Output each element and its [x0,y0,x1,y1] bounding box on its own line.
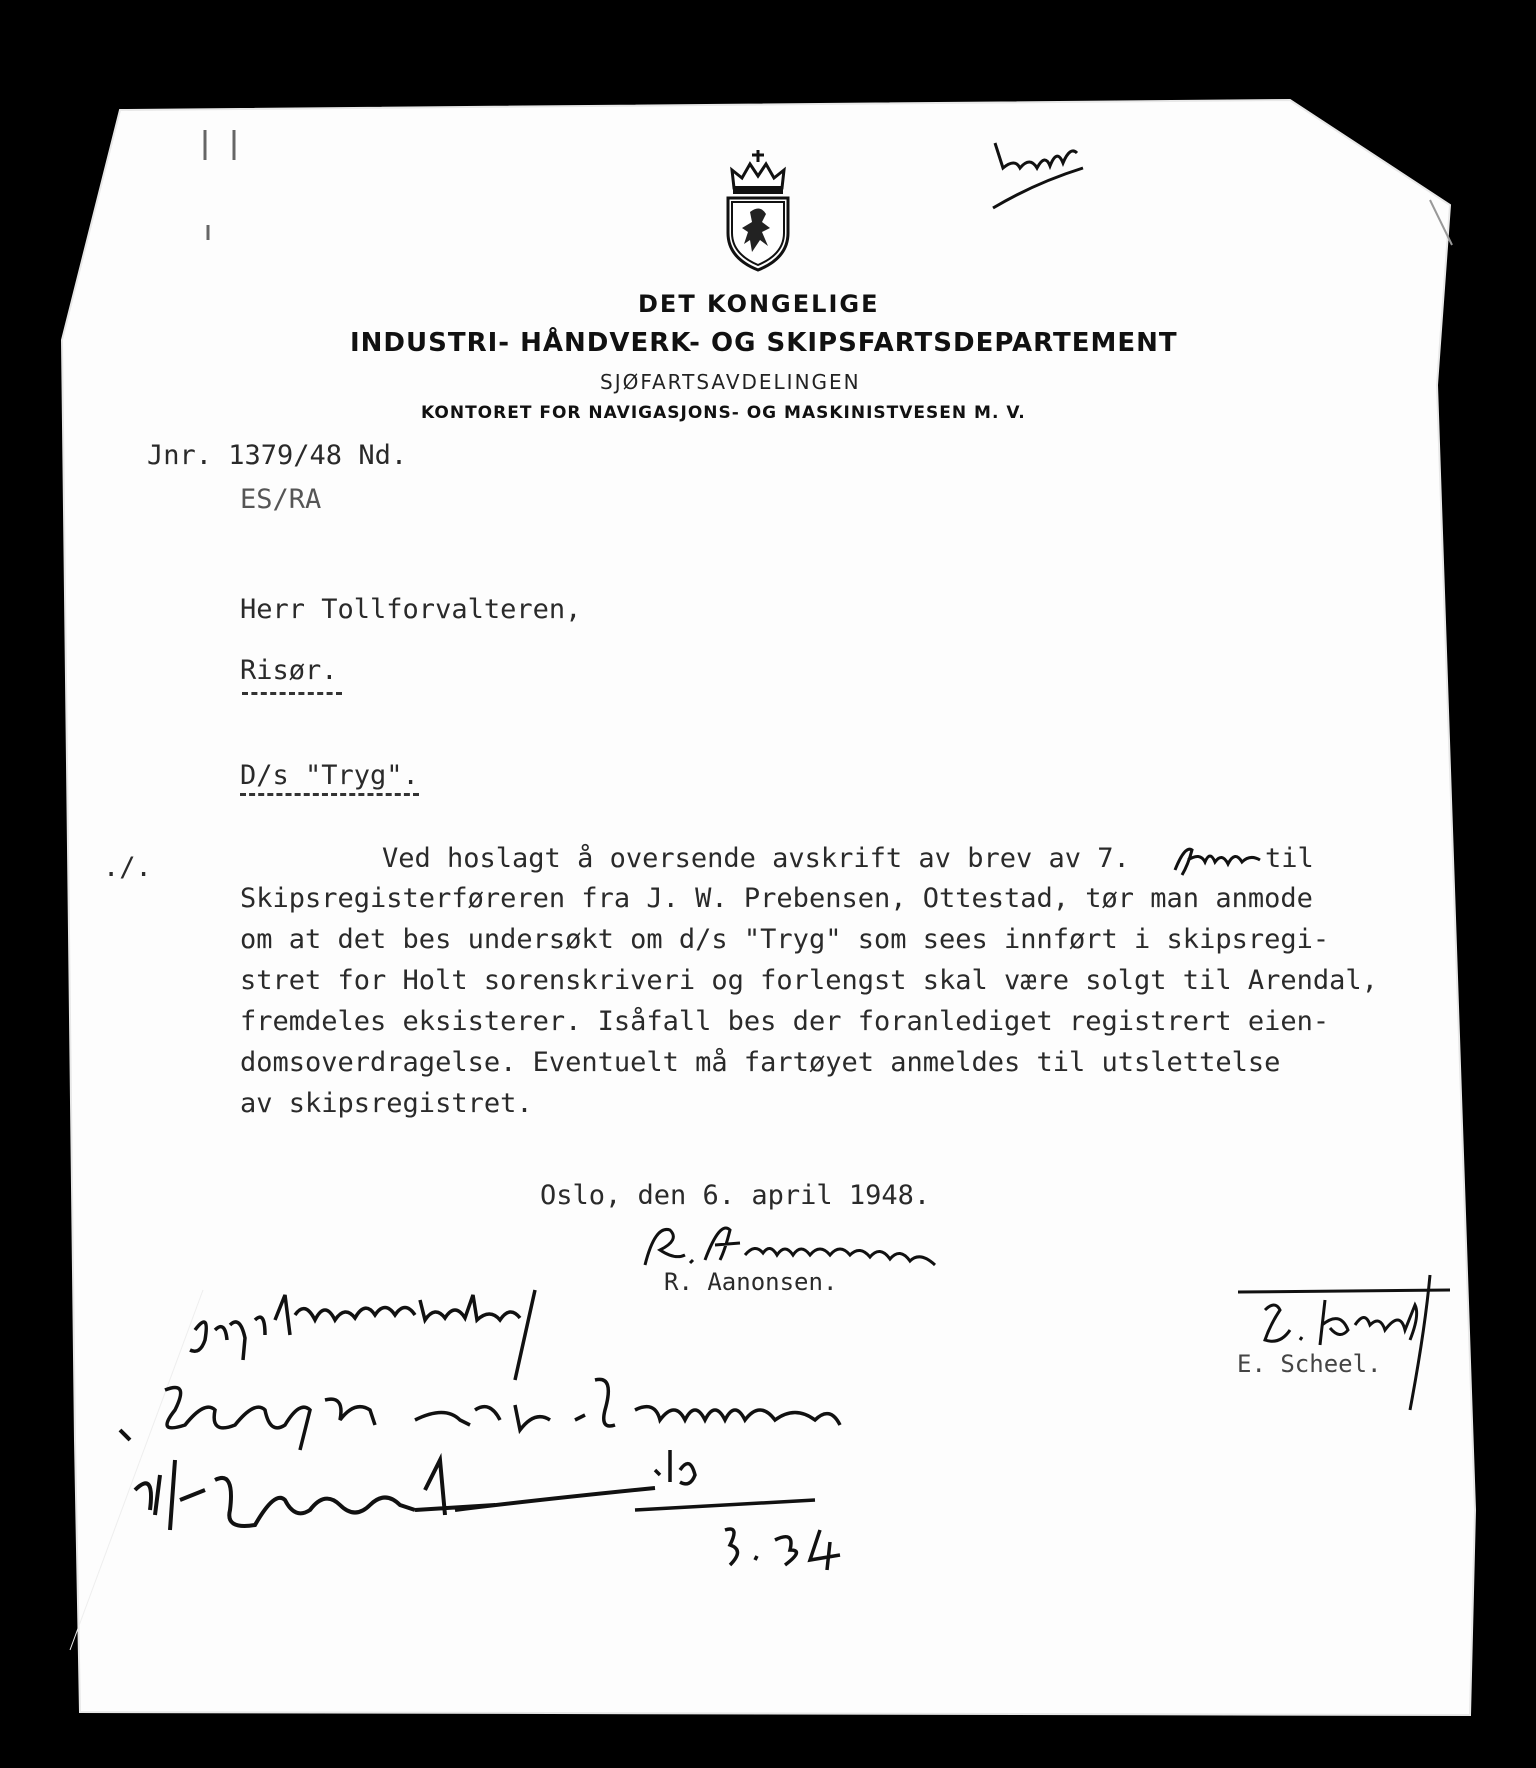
letterhead-line-2: INDUSTRI- HÅNDVERK- OG SKIPSFARTSDEPARTEMENT [350,328,1178,358]
letterhead-line-4: KONTORET FOR NAVIGASJONS- OG MASKINISTVESEN M. V. [421,403,1026,423]
handwritten-mark-top-right [985,128,1085,213]
norwegian-coat-of-arms-icon [722,148,794,273]
initials: ES/RA [240,484,322,515]
handwritten-note-bottom [115,1260,955,1660]
body-line-3: om at det bes undersøkt om d/s "Tryg" som sees innført i skipsregi- [240,924,1330,955]
handwritten-date-insert [1170,840,1270,880]
recipient-underline [242,692,342,695]
body-line-2: Skipsregisterføreren fra J. W. Prebensen, Ottestad, tør man anmode [240,883,1313,914]
subject-line: D/s "Tryg". [240,760,419,796]
date-line: Oslo, den 6. april 1948. [540,1180,931,1211]
recipient-name: Herr Tollforvalteren, [240,594,582,625]
letterhead-line-1: DET KONGELIGE [638,290,880,318]
signatory-1-name: R. Aanonsen. [664,1268,838,1296]
body-line-6: domsoverdragelse. Eventuelt må fartøyet anmeldes til utslettelse [240,1047,1281,1078]
letter-body [240,843,1460,1143]
signatory-2-name: E. Scheel. [1237,1350,1382,1378]
journal-number: Jnr. 1379/48 Nd. [147,440,408,471]
body-line-1-tail: til [1265,843,1314,874]
body-line-4: stret for Holt sorenskriveri og forlengst skal være solgt til Arendal, [240,965,1378,996]
letterhead-line-3: SJØFARTSAVDELINGEN [600,370,861,394]
body-line-1: Ved hoslagt å oversende avskrift av brev av 7. [382,843,1130,874]
body-line-5: fremdeles eksisterer. Isåfall bes der foranlediget registrert eien- [240,1006,1330,1037]
enclosure-mark: ./. [103,852,152,883]
recipient-place: Risør. [240,655,338,686]
body-line-7: av skipsregistret. [240,1088,533,1119]
signature-scheel [1230,1270,1460,1420]
